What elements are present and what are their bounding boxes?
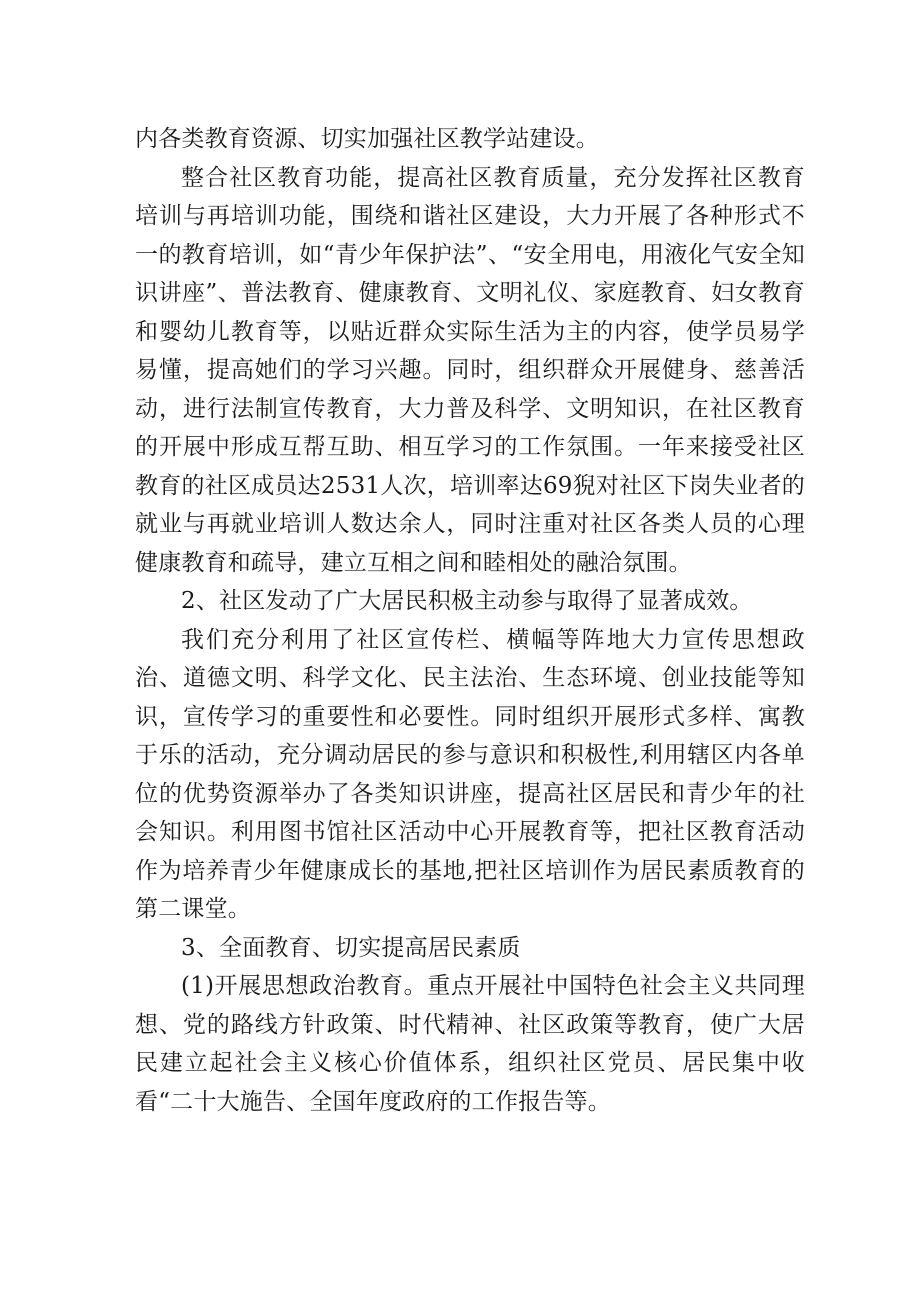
paragraph-political-education: (1)开展思想政治教育。重点开展社中国特色社会主义共同理想、党的路线方针政策、时代精神、社区政策等教育，使广大居民建立起社会主义核心价值体系，组织社区党员、居民集中收看“二十大施告、全国年度政府的工作报告等。	[135, 973, 805, 1115]
document-body	[135, 120, 805, 1121]
paragraph-continuation: 内各类教育资源、切实加强社区教学站建设。	[135, 126, 599, 152]
section-heading-2: 2、社区发动了广大居民积极主动参与取得了显著成效。	[181, 588, 753, 614]
section-heading-3: 3、全面教育、切实提高居民素质	[181, 934, 521, 961]
paragraph-publicity: 我们充分利用了社区宣传栏、横幅等阵地大力宣传思想政治、道德文明、科学文化、民主法治、生态环境、创业技能等知识，宣传学习的重要性和必要性。同时组织开展形式多样、寓教于乐的活动，充分调动居民的参与意识和积极性,利用辖区内各单位的优势资源举办了各类知识讲座，提高社区居民和青少年的社会知识。利用图书馆社区活动中心开展教育等，把社区教育活动作为培养青少年健康成长的基地,把社区培训作为居民素质教育的第二课堂。	[135, 626, 805, 922]
paragraph-community-education: 整合社区教育功能，提高社区教育质量，充分发挥社区教育培训与再培训功能，围绕和谐社区建设，大力开展了各种形式不一的教育培训，如“青少年保护法”、“安全用电，用液化气安全知识讲座”、普法教育、健康教育、文明礼仪、家庭教育、妇女教育和婴幼儿教育等，以贴近群众实际生活为主的内容，使学员易学易懂，提高她们的学习兴趣。同时，组织群众开展健身、慈善活动，进行法制宣传教育，大力普及科学、文明知识，在社区教育的开展中形成互帮互助、相互学习的工作氛围。一年来接受社区教育的社区成员达2531人次，培训率达69猊对社区下岗失业者的就业与再就业培训人数达余人，同时注重对社区各类人员的心理健康教育和疏导，建立互相之间和睦相处的融洽氛围。	[135, 164, 805, 576]
